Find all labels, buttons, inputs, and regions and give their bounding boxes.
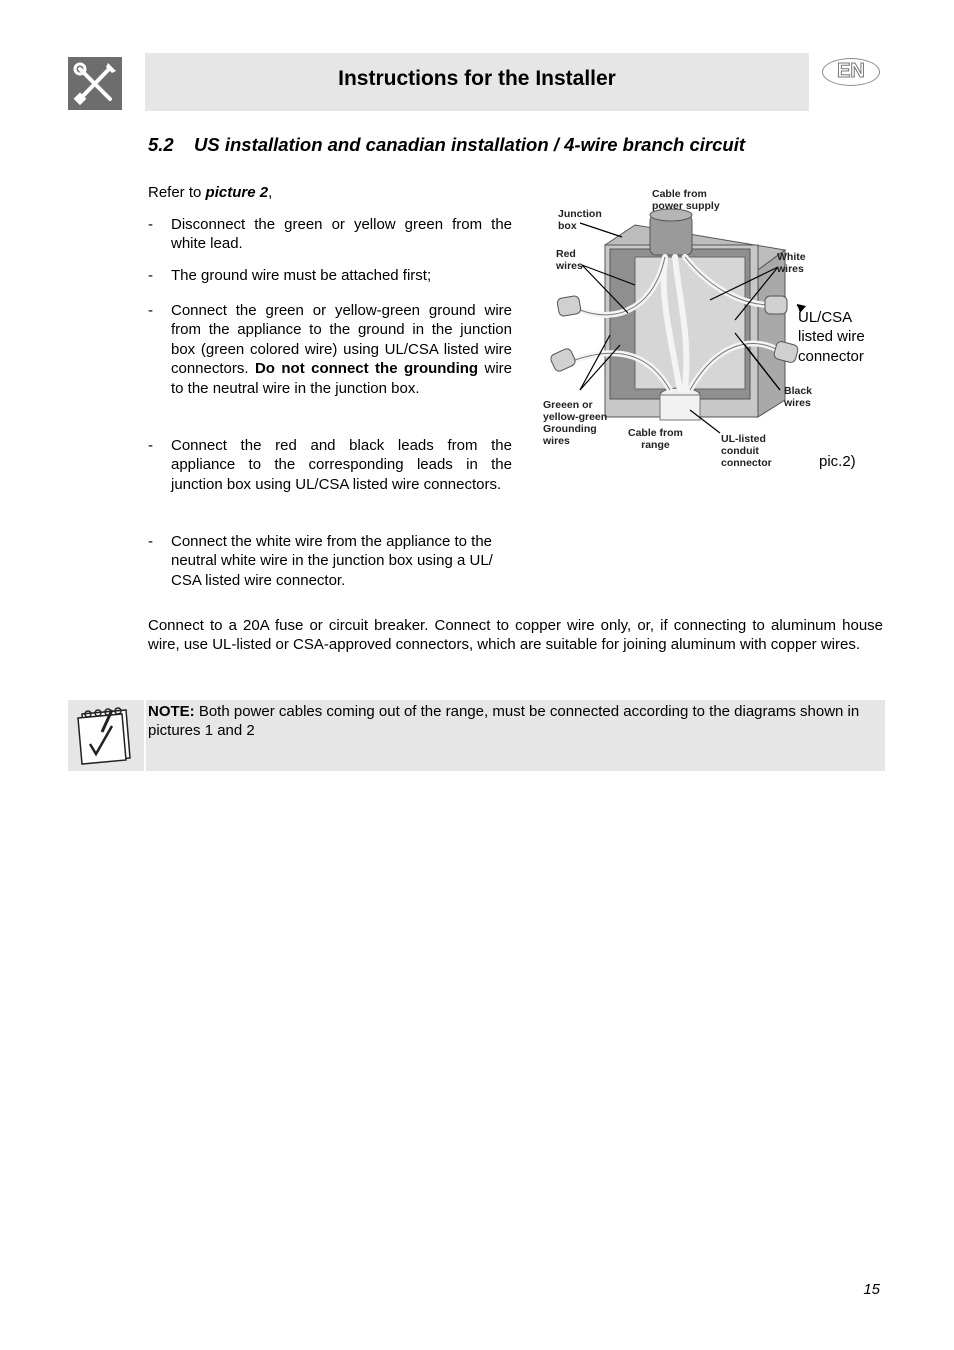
note-text <box>148 702 883 741</box>
bullet-dash: - <box>148 216 153 233</box>
connection-paragraph: Connect to a 20A fuse or circuit breaker. Connect to copper wire only, or, if connecting to aluminum house wire, use UL-listed or CSA-approved connectors, which are suitable for joining aluminum with copper wires. <box>148 617 883 654</box>
tools-icon <box>68 57 122 110</box>
bullet-item <box>148 215 512 254</box>
bullet-item <box>148 301 512 398</box>
label-white-wires: White wires <box>777 251 806 275</box>
section-title: US installation and canadian installation / 4-wire branch circuit <box>194 134 746 155</box>
intro-prefix: Refer to <box>148 184 206 201</box>
label-cable-power-supply: Cable from power supply <box>652 188 720 212</box>
label-conduit-connector: UL-listed conduit connector <box>721 433 772 469</box>
label-red-wires: Red wires <box>556 248 583 272</box>
picture-caption: pic.2) <box>819 453 856 470</box>
intro-line <box>148 183 518 202</box>
note-body: Both power cables coming out of the range, must be connected according to the diagrams shown in pictures 1 and 2 <box>148 703 860 740</box>
bullet-text: The ground wire must be attached first; <box>171 267 432 284</box>
bullet-text: Connect the red and black leads from the appliance to the corresponding leads in the junction box using UL/CSA listed wire connectors. <box>171 437 512 493</box>
bullet-item <box>148 532 512 590</box>
page-number: 15 <box>863 1281 880 1298</box>
junction-box-diagram <box>540 185 885 475</box>
notepad-check-icon <box>68 700 144 771</box>
bullet-dash: - <box>148 267 153 284</box>
bullet-dash: - <box>148 437 153 454</box>
picture-reference: picture 2 <box>205 184 269 201</box>
bullet-text: Disconnect the green or yellow green from the white lead. <box>171 216 512 253</box>
note-label: NOTE: <box>148 703 195 720</box>
label-junction-box: Junction box <box>558 208 602 232</box>
bold-warning: Do not connect the grounding <box>254 360 479 378</box>
intro-suffix: , <box>268 184 273 201</box>
bullet-item <box>148 436 512 494</box>
section-number: 5.2 <box>148 134 174 155</box>
bullet-dash: - <box>148 533 153 550</box>
bullet-text: Connect the white wire from the appliance to the neutral white wire in the junction box using a UL/ CSA listed wire connector. <box>171 533 493 589</box>
label-grounding-wires: Greeen or yellow-green Grounding wires <box>543 399 608 447</box>
bullet-dash: - <box>148 302 153 319</box>
page-title: Instructions for the Installer <box>338 67 616 90</box>
label-ulcsa-connector: UL/CSA listed wire connector <box>798 309 865 365</box>
bullet-item <box>148 266 512 285</box>
section-heading <box>148 134 888 156</box>
label-cable-from-range: Cable from range <box>628 427 683 451</box>
language-badge: EN <box>822 58 880 86</box>
bullet-text: Connect the green or yellow-green ground wire from the appliance to the ground in the junction box (green colored wire) using UL/CSA listed wire connectors. Do not connect the grounding wire to the neutral wire in the junction box. <box>171 302 513 397</box>
label-black-wires: Black wires <box>784 385 813 409</box>
